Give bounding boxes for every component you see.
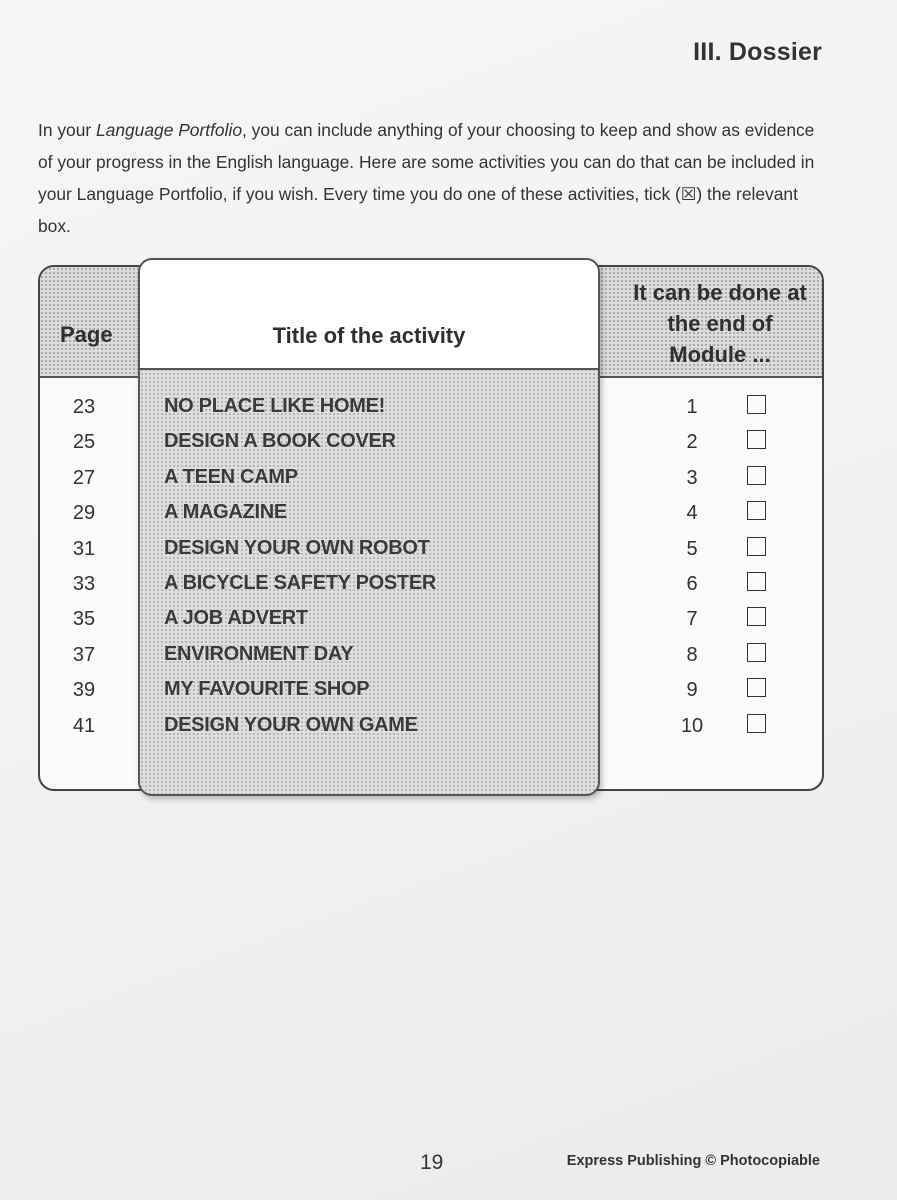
intro-text-rest: , you can include anything of your choosing to keep and show as evidence of your progress in the English language. Here are some activities you can do that can be included in your Language Portfolio, if you wish. Every time you do one of these activities, tick (☒) the relevant box. (38, 120, 815, 236)
column-header-module (620, 277, 820, 370)
row-tick-checkbox[interactable] (747, 714, 766, 733)
row-activity-title: DESIGN YOUR OWN GAME (164, 713, 418, 736)
row-tick-checkbox[interactable] (747, 643, 766, 662)
row-module-number: 10 (680, 714, 704, 737)
row-activity-title: A MAGAZINE (164, 501, 287, 524)
column-header-module-line1: It can be done at (633, 280, 807, 305)
row-activity-title: NO PLACE LIKE HOME! (164, 395, 385, 417)
row-tick-checkbox[interactable] (747, 501, 766, 520)
row-module-number: 5 (686, 537, 698, 560)
row-page-number: 25 (72, 431, 96, 454)
row-activity-title: A JOB ADVERT (164, 607, 308, 630)
row-page-number: 27 (72, 466, 96, 489)
section-title: III. Dossier (693, 38, 822, 66)
row-tick-checkbox[interactable] (747, 607, 766, 626)
row-page-number: 33 (72, 573, 96, 595)
column-header-module-line2: the end of (667, 311, 773, 336)
row-module-number: 6 (686, 573, 698, 595)
title-column-header (140, 260, 598, 370)
row-activity-title: MY FAVOURITE SHOP (164, 678, 370, 701)
page-number: 19 (420, 1151, 444, 1174)
row-module-number: 4 (686, 502, 698, 525)
title-column-card (138, 258, 600, 796)
row-page-number: 23 (72, 396, 96, 418)
footer-credit: Express Publishing © Photocopiable (566, 1153, 820, 1169)
row-module-number: 2 (686, 431, 698, 454)
row-tick-checkbox[interactable] (747, 678, 766, 697)
row-page-number: 41 (72, 714, 96, 737)
row-tick-checkbox[interactable] (747, 466, 766, 485)
row-activity-title: A TEEN CAMP (164, 465, 298, 488)
row-module-number: 1 (686, 396, 698, 418)
intro-italic-term: Language Portfolio (96, 120, 243, 140)
row-module-number: 3 (686, 466, 698, 489)
row-tick-checkbox[interactable] (747, 572, 766, 591)
row-activity-title: ENVIRONMENT DAY (164, 642, 354, 665)
column-header-title: Title of the activity (272, 323, 466, 348)
row-page-number: 37 (72, 643, 96, 666)
intro-text-start: In your (38, 120, 96, 140)
row-tick-checkbox[interactable] (747, 430, 766, 449)
intro-paragraph (38, 114, 828, 242)
row-module-number: 8 (686, 643, 698, 666)
row-module-number: 9 (686, 679, 698, 702)
row-page-number: 39 (72, 679, 96, 702)
row-module-number: 7 (686, 608, 698, 631)
row-tick-checkbox[interactable] (747, 395, 766, 414)
row-page-number: 35 (72, 608, 96, 631)
row-page-number: 31 (72, 537, 96, 560)
row-page-number: 29 (72, 502, 96, 525)
row-activity-title: DESIGN A BOOK COVER (164, 430, 396, 453)
row-activity-title: DESIGN YOUR OWN ROBOT (164, 536, 430, 559)
row-activity-title: A BICYCLE SAFETY POSTER (164, 572, 437, 594)
column-header-page: Page (60, 322, 113, 347)
column-header-module-line3: Module ... (669, 342, 771, 367)
row-tick-checkbox[interactable] (747, 537, 766, 556)
